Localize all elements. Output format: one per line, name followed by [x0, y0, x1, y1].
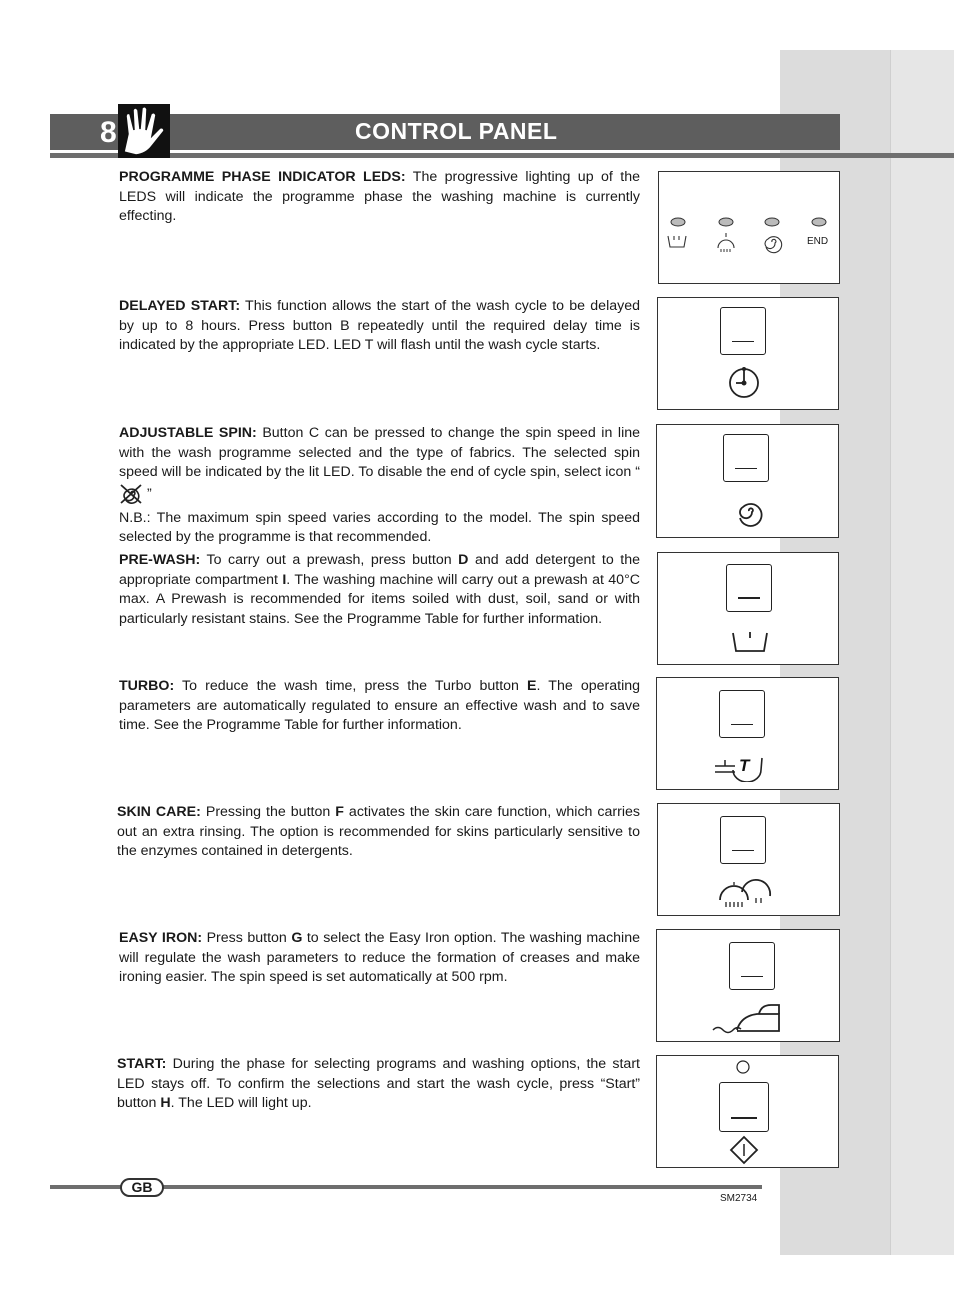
delay-panel — [657, 297, 839, 410]
spin-icon — [765, 237, 782, 253]
section-heading: TURBO: — [119, 678, 175, 694]
section-phase-leds — [119, 168, 640, 227]
start-panel — [656, 1055, 839, 1168]
prewash-button[interactable] — [726, 564, 772, 612]
spin-button[interactable] — [723, 434, 769, 482]
section-heading: EASY IRON: — [119, 930, 203, 946]
compartment-key: I — [282, 571, 287, 588]
prewash-icon — [668, 236, 686, 247]
side-tab-edge — [890, 50, 954, 1255]
section-adjustable-spin — [119, 424, 640, 548]
section-text: Pressing the button — [200, 804, 336, 820]
section-prewash — [119, 551, 640, 629]
section-heading: PROGRAMME PHASE INDICATOR LEDS: — [119, 169, 406, 185]
section-heading: PRE-WASH: — [119, 552, 201, 568]
section-text: . The LED will light up. — [170, 1095, 312, 1111]
document-code: SM2734 — [720, 1193, 758, 1204]
section-heading: ADJUSTABLE SPIN: — [119, 425, 257, 441]
section-text: The progressive lighting up of the LEDS will indicate the programme phase the washing machine is currently effecting. — [119, 169, 640, 224]
led-end — [812, 218, 826, 226]
section-text: To reduce the wash time, press the Turbo button — [174, 678, 528, 694]
phase-indicator-panel — [658, 171, 840, 284]
skin-care-button[interactable] — [720, 816, 766, 864]
turbo-panel — [656, 677, 839, 790]
start-led — [735, 1059, 751, 1075]
button-key: E — [527, 678, 537, 694]
svg-text:T: T — [739, 756, 750, 775]
section-turbo — [119, 677, 640, 736]
led-wash — [719, 218, 733, 226]
page-title: CONTROL PANEL — [355, 118, 558, 144]
section-easy-iron — [119, 929, 640, 988]
button-key: D — [458, 552, 469, 568]
led-spin — [765, 218, 779, 226]
spin-panel — [656, 424, 839, 538]
button-key: G — [291, 930, 303, 946]
turbo-icon — [713, 752, 769, 782]
section-skin-care — [117, 803, 640, 862]
easy-iron-button[interactable] — [729, 942, 775, 990]
section-text: activates the skin care function, which carries out an extra rinsing. The option is recommended for skins particularly sensitive to the enzymes contained in detergents. — [117, 804, 641, 859]
extra-rinse-icon — [716, 874, 778, 910]
section-note: N.B.: The maximum spin speed varies according to the model. The spin speed selected by the programme is that recommended. — [119, 509, 640, 545]
spin-icon — [731, 493, 767, 529]
end-label: END — [807, 236, 829, 247]
section-text: Press button — [202, 930, 292, 946]
prewash-icon — [730, 629, 770, 655]
language-badge: GB — [120, 1178, 164, 1197]
section-text: Button C can be pressed to change the spin speed in line with the wash programme selected and the type of fabrics. The selected spin speed will be indicated by the lit LED. To disable the end of cycle spin, select icon “ — [119, 425, 640, 480]
section-delayed-start — [119, 297, 640, 356]
section-heading: DELAYED START: — [119, 298, 241, 314]
section-heading: START: — [117, 1056, 167, 1072]
section-text-end: ” — [143, 485, 152, 502]
prewash-panel — [657, 552, 839, 665]
delay-clock-icon — [726, 365, 762, 401]
section-start — [117, 1055, 640, 1114]
section-text: This function allows the start of the wash cycle to be delayed by up to 8 hours. Press button B repeatedly until the required delay time is indicated by the appropriate LED. LED T will flash until the wash cycle starts. — [119, 298, 640, 353]
turbo-button[interactable] — [719, 690, 765, 738]
section-heading: SKIN CARE: — [117, 804, 201, 820]
hand-icon — [118, 104, 170, 158]
skin-care-panel — [657, 803, 840, 916]
section-text: . The washing machine will carry out a prewash at 40°C max. A Prewash is recommended for items soiled with dust, soil, sand or with particularly resistant stains. See the Programme Table for further information. — [119, 571, 640, 627]
easy-iron-panel — [656, 929, 840, 1042]
section-text: During the phase for selecting programs and washing options, the start LED stays off. To confirm the selections and start the wash cycle, press “Start” button — [117, 1056, 640, 1111]
iron-icon — [711, 1000, 785, 1036]
start-pause-icon — [728, 1135, 760, 1165]
header-rule — [50, 153, 954, 158]
no-spin-icon — [119, 483, 143, 505]
button-key: H — [160, 1095, 171, 1111]
section-text: and add detergent to the appropriate compartment — [119, 552, 640, 588]
led-prewash — [671, 218, 685, 226]
delay-button[interactable] — [720, 307, 766, 355]
page-number: 8 — [100, 116, 116, 149]
section-text: To carry out a prewash, press button — [200, 552, 459, 568]
section-text: to select the Easy Iron option. The washing machine will regulate the wash parameters to reduce the formation of creases and make ironing easier. The spin speed is set automatically at 500 rpm. — [119, 930, 640, 985]
section-text: . The operating parameters are automatically regulated to ensure an effective wash and to save time. See the Programme Table for further information. — [119, 678, 640, 733]
start-button[interactable] — [719, 1082, 769, 1132]
wash-icon — [718, 240, 734, 248]
button-key: F — [335, 804, 344, 820]
